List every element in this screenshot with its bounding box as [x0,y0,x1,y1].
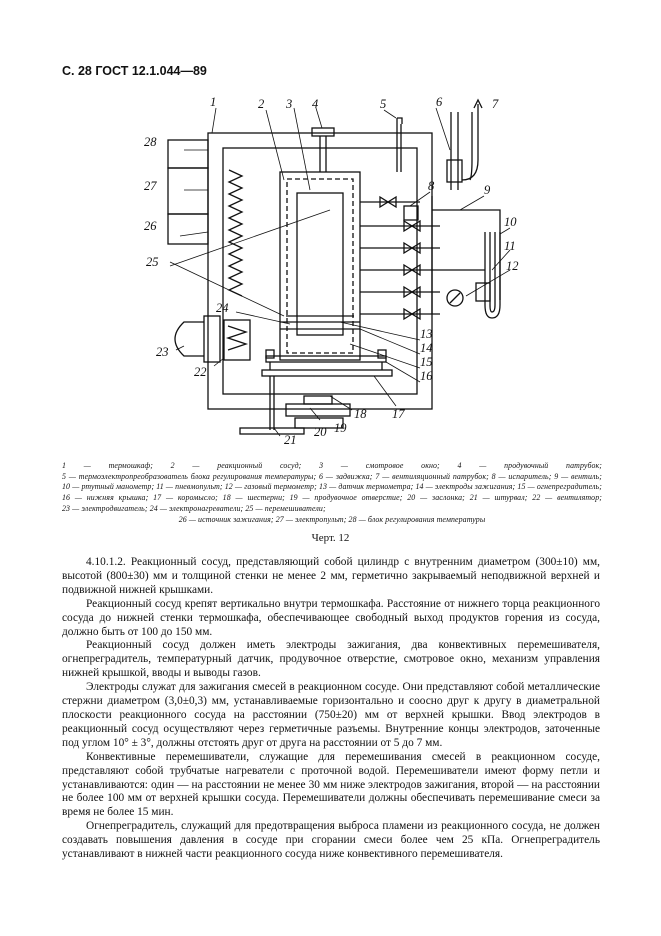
label-15: 15 [420,355,433,369]
label-13: 13 [420,327,433,341]
label-22: 22 [194,365,207,379]
ignition-source [168,214,208,244]
paragraph: 4.10.1.2. Реакционный сосуд, представляющий собой цилиндр с внутренним диаметром (300±10) мм, высотой (800±30) мм и толщиной стенки не менее 2 мм, герметично закрываемый неподвижной верхней и подвижной нижней крышками. [62,556,600,596]
apparatus-drawing [0,0,661,460]
label-27: 27 [144,179,157,193]
label-6: 6 [436,95,443,109]
label-3: 3 [286,97,293,111]
paragraph: Огнепреградитель, служащий для предотвращения выброса пламени из реакционного сосуда, не должен создавать повышения давления в сосуде при сгорании смеси более чем 25 кПа. Огнепреградитель устанавливают в нижней части реакционного сосуда ниже конвективного перемешивателя. [62,820,600,861]
page-header: С. 28 ГОСТ 12.1.044—89 [62,64,207,78]
label-7: 7 [492,97,499,111]
label-9: 9 [484,183,491,197]
label-10: 10 [504,215,517,229]
paragraph: Реакционный сосуд должен иметь электроды зажигания, два конвективных перемешивателя, огнепреградитель, температурный датчик, продувочное отверстие, смотровое окно, механизм управления нижней крышкой, вводы и выводы газов. [62,639,600,680]
label-17: 17 [392,407,405,421]
label-24: 24 [216,301,229,315]
figure-legend: 1 — термошкаф; 2 — реакционный сосуд; 3 — смотровое окно; 4 — продувочный патрубок; 5 — термоэлектропреобразователь блока регулирования температуры; 6 — задвижка; 7 — вентиляционный патрубок; 8 — испаритель; 9 — вентиль; 10 — ртутный манометр; 11 — пневмопульт; 12 — газовый термометр; 13 — датчик термометра; 14 — электроды зажигания; 15 — огнепреградитель; 16 — нижняя крышка; 17 — коромысло; 18 — шестерни; 19 — продувочное отверстие; 20 — заслонка; 21 — штурвал; 22 — вентилятор; 23 — электродвигатель; 24 — электронагреватели; 25 — перемешиватели; 26 — источник зажигания; 27 — электропульт; 28 — блок регулирования температуры [62,461,603,524]
label-23: 23 [156,345,169,359]
label-5: 5 [380,97,387,111]
thermocabinet-outer [208,133,432,409]
label-12: 12 [506,259,519,273]
label-20: 20 [314,425,327,439]
label-16: 16 [420,369,433,383]
label-19: 19 [334,421,347,435]
label-25: 25 [146,255,159,269]
label-26: 26 [144,219,157,233]
label-28: 28 [144,135,157,149]
label-18: 18 [354,407,367,421]
paragraph: Электроды служат для зажигания смесей в реакционном сосуде. Они представляют собой металлические стержни диаметром (3,0±0,3) мм, устанавливаемые горизонтально и соосно друг к другу в диаметральной плоскости реакционного сосуда на расстоянии (750±20) мм от верхней крышки. Ввод электродов в реакционный сосуд осуществляют через герметичные разъемы. Внутренние концы электродов, заточенные под углом 10° ± 3°, должны отстоять друг от друга на расстоянии от 5 до 7 мм. [62,681,600,749]
electro-panel [168,168,208,214]
label-21: 21 [284,433,297,447]
label-14: 14 [420,341,433,355]
heater-coil [229,170,242,296]
paragraph: Реакционный сосуд крепят вертикально внутри термошкафа. Расстояние от нижнего торца реакционного сосуда до нижней стенки термошкафа, обеспечивающее свободный выход продуктов горения из сосуда, должно быть от 100 до 150 мм. [62,597,600,638]
body-text [62,556,600,862]
reaction-vessel [280,172,360,360]
label-4: 4 [312,97,319,111]
label-11: 11 [504,239,516,253]
figure-caption: Черт. 12 [311,532,350,544]
temp-control-block [168,140,208,168]
label-2: 2 [258,97,265,111]
label-8: 8 [428,179,435,193]
paragraph: Конвективные перемешиватели, служащие для перемешивания смесей в реакционном сосуде, представляют собой трубчатые нагреватели с проточной водой. Перемешиватели имеют форму петли и устанавливаются: один — на расстоянии не менее 30 мм ниже электродов зажигания, второй — на расстоянии не более 100 мм от верхней крышки сосуда. Перемешиватели должны обеспечивать перемешивание смеси за время не более 15 мин. [62,750,600,819]
label-1: 1 [210,95,217,109]
